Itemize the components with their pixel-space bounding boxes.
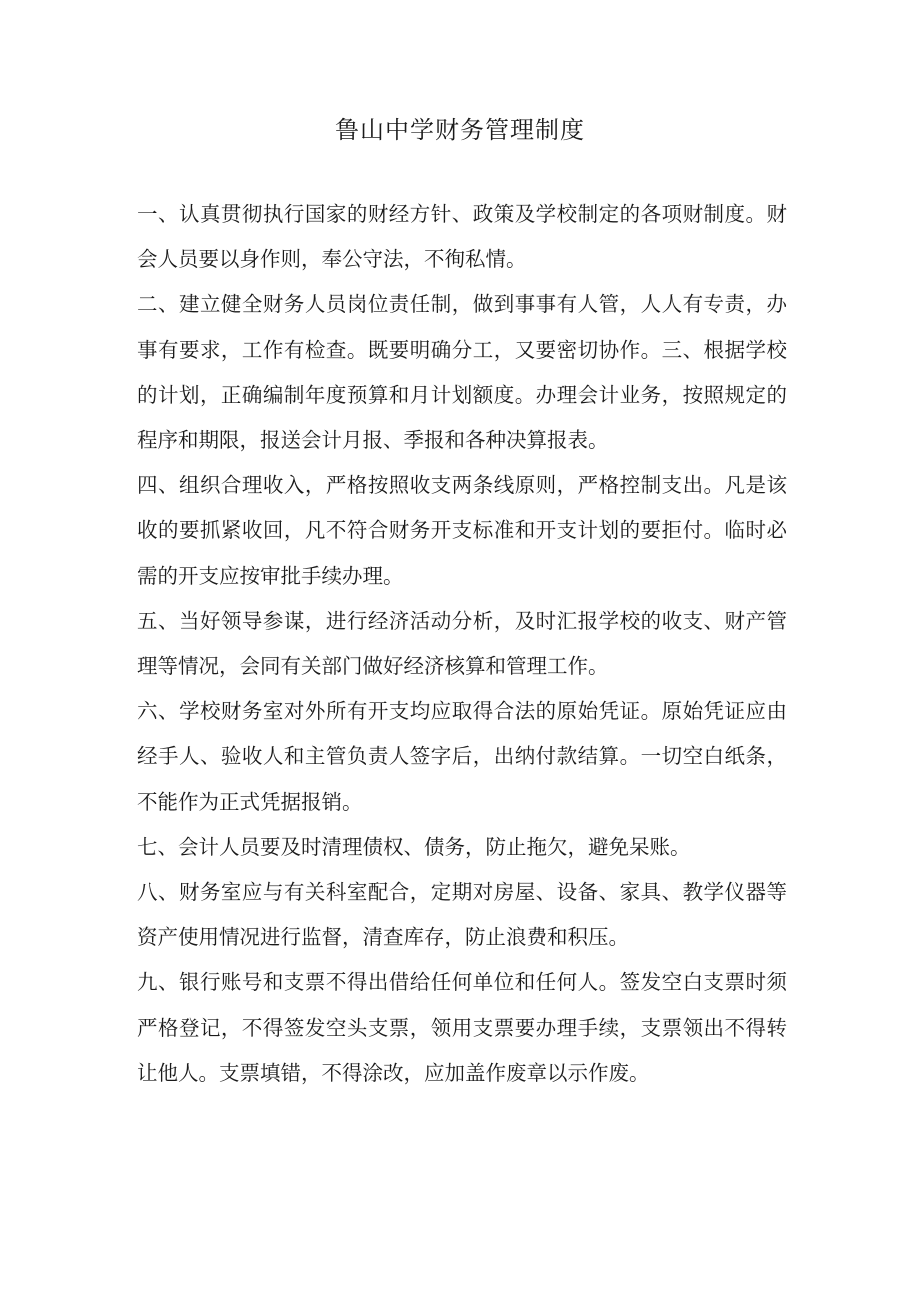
paragraph-8: 八、财务室应与有关科室配合，定期对房屋、设备、家具、教学仪器等资产使用情况进行监督，清查库存，防止浪费和积压。 [137,880,787,950]
paragraph-7: 七、会计人员要及时清理债权、债务，防止拖欠，避免呆账。 [137,834,691,859]
paragraph-6: 六、学校财务室对外所有开支均应取得合法的原始凭证。原始凭证应由经手人、验收人和主管负责人签字后，出纳付款结算。一切空白纸条，不能作为正式凭据报销。 [137,699,787,814]
document-title: 鲁山中学财务管理制度 [335,116,585,144]
paragraph-1: 一、认真贯彻执行国家的财经方针、政策及学校制定的各项财制度。财会人员要以身作则，奉公守法，不徇私情。 [137,202,787,272]
document-body [137,192,787,1096]
paragraph-5: 五、当好领导参谋，进行经济活动分析，及时汇报学校的收支、财产管理等情况，会同有关部门做好经济核算和管理工作。 [137,608,787,679]
paragraph-4: 四、组织合理收入，严格按照收支两条线原则，严格控制支出。凡是该收的要抓紧收回，凡不符合财务开支标准和开支计划的要拒付。临时必需的开支应按审批手续办理。 [137,473,787,588]
paragraph-2: 二、建立健全财务人员岗位责任制，做到事事有人管，人人有专责，办事有要求，工作有检查。既要明确分工，又要密切协作。三、根据学校的计划，正确编制年度预算和月计划额度。办理会计业务，按照规定的程序和期限，报送会计月报、季报和各种决算报表。 [137,292,787,453]
paragraph-9: 九、银行账号和支票不得出借给任何单位和任何人。签发空白支票时须严格登记，不得签发空头支票，领用支票要办理手续，支票领出不得转让他人。支票填错，不得涂改，应加盖作废章以示作废。 [137,970,787,1085]
